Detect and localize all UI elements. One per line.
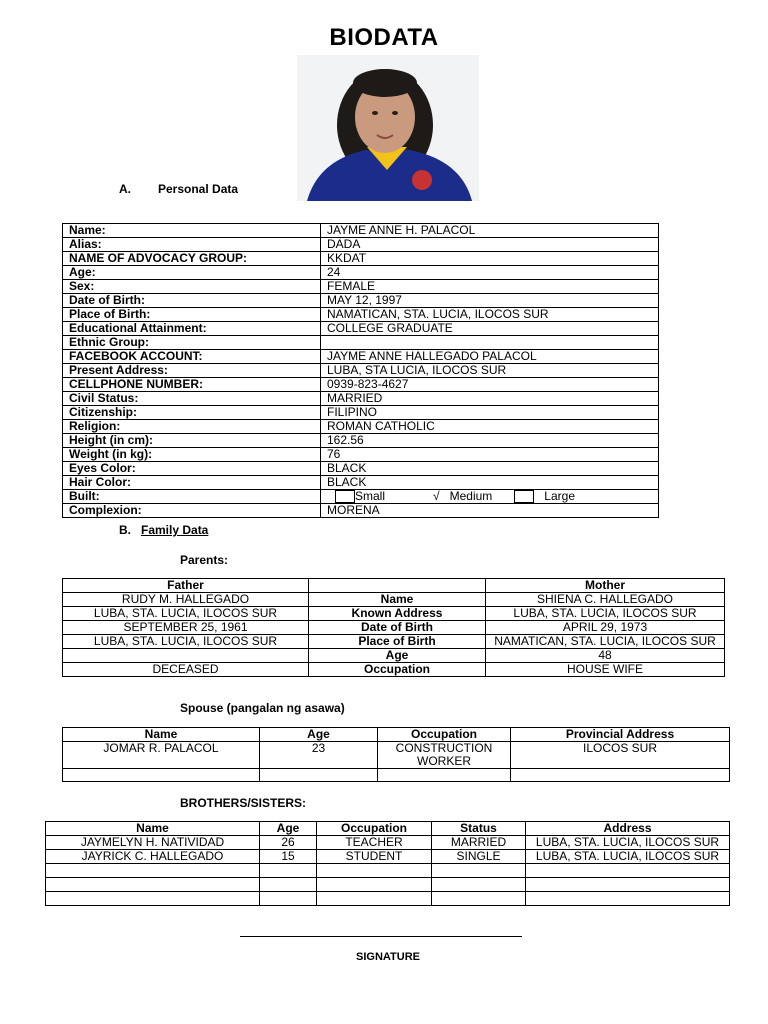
small-checkbox[interactable] [335,490,355,503]
section-a-title: Personal Data [158,182,239,196]
spouse-heading: Spouse (pangalan ng asawa) [180,701,345,715]
father-value: SEPTEMBER 25, 1961 [63,621,309,635]
parents-field-label: Known Address [309,607,486,621]
table-cell: JOMAR R. PALACOL [63,742,260,769]
signature-label: SIGNATURE [356,951,420,963]
table-cell: ILOCOS SUR [511,742,730,769]
personal-row [63,378,659,392]
field-label: Citizenship: [63,406,321,420]
siblings-row [46,878,730,892]
personal-row [63,392,659,406]
column-header: Occupation [378,728,511,742]
table-cell [511,769,730,782]
personal-row [63,322,659,336]
table-cell: LUBA, STA. LUCIA, ILOCOS SUR [526,836,730,850]
field-value: NAMATICAN, STA. LUCIA, ILOCOS SUR [321,308,659,322]
spouse-table [62,727,730,782]
personal-row [63,350,659,364]
table-cell: JAYRICK C. HALLEGADO [46,850,260,864]
field-label: NAME OF ADVOCACY GROUP: [63,252,321,266]
table-cell [260,864,317,878]
table-cell [526,892,730,906]
personal-row-built [63,490,659,504]
parents-row [63,593,725,607]
table-cell [46,864,260,878]
personal-row [63,294,659,308]
column-header: Name [63,728,260,742]
siblings-header-row [46,822,730,836]
field-value: LUBA, STA LUCIA, ILOCOS SUR [321,364,659,378]
portrait-image [297,55,479,201]
personal-row [63,280,659,294]
field-label: Complexion: [63,504,321,518]
field-label: Alias: [63,238,321,252]
personal-data-table [62,223,659,518]
table-cell [378,769,511,782]
field-value: 76 [321,448,659,462]
table-cell: 15 [260,850,317,864]
field-value: MARRIED [321,392,659,406]
personal-row [63,462,659,476]
built-options [321,490,659,504]
table-cell [432,878,526,892]
field-value: BLACK [321,462,659,476]
spouse-row [63,742,730,769]
field-value: FEMALE [321,280,659,294]
parents-field-label: Date of Birth [309,621,486,635]
siblings-heading: BROTHERS/SISTERS: [180,796,307,810]
siblings-row [46,864,730,878]
field-value: COLLEGE GRADUATE [321,322,659,336]
field-value: 24 [321,266,659,280]
table-cell: STUDENT [317,850,432,864]
personal-row [63,224,659,238]
page-title: BIODATA [329,24,439,51]
table-cell [526,878,730,892]
field-label: Date of Birth: [63,294,321,308]
mother-value: 48 [486,649,725,663]
field-label: Religion: [63,420,321,434]
field-value: MORENA [321,504,659,518]
field-label: CELLPHONE NUMBER: [63,378,321,392]
father-value [63,649,309,663]
table-cell [317,864,432,878]
id-photo [297,55,479,201]
table-cell: CONSTRUCTION WORKER [378,742,511,769]
field-label: Hair Color: [63,476,321,490]
table-cell [432,892,526,906]
table-cell: MARRIED [432,836,526,850]
table-cell [432,864,526,878]
column-header: Occupation [317,822,432,836]
father-header: Father [63,579,309,593]
field-label: Eyes Color: [63,462,321,476]
personal-row [63,266,659,280]
parents-row [63,663,725,677]
father-value: LUBA, STA. LUCIA, ILOCOS SUR [63,635,309,649]
field-value: 0939-823-4627 [321,378,659,392]
field-value: BLACK [321,476,659,490]
table-cell [260,769,378,782]
field-label: Name: [63,224,321,238]
small-option-label: Small [355,489,386,503]
field-label: Civil Status: [63,392,321,406]
mother-value: HOUSE WIFE [486,663,725,677]
siblings-row [46,836,730,850]
father-value: DECEASED [63,663,309,677]
field-value: 162.56 [321,434,659,448]
column-header: Address [526,822,730,836]
siblings-table [45,821,730,906]
table-cell [46,878,260,892]
field-value: KKDAT [321,252,659,266]
large-checkbox[interactable] [514,490,534,503]
parents-field-label: Age [309,649,486,663]
spouse-header-row [63,728,730,742]
field-value: JAYME ANNE H. PALACOL [321,224,659,238]
signature-line [240,936,522,937]
father-value: RUDY M. HALLEGADO [63,593,309,607]
parents-header-row [63,579,725,593]
personal-row-complexion [63,504,659,518]
personal-row [63,364,659,378]
table-cell [260,892,317,906]
field-label: Weight (in kg): [63,448,321,462]
parents-row [63,649,725,663]
blank-header [309,579,486,593]
siblings-row [46,892,730,906]
field-label: Age: [63,266,321,280]
personal-row [63,476,659,490]
parents-heading: Parents: [180,553,229,567]
field-label: Educational Attainment: [63,322,321,336]
parents-row [63,635,725,649]
field-value: FILIPINO [321,406,659,420]
table-cell: SINGLE [432,850,526,864]
column-header: Status [432,822,526,836]
table-cell: 26 [260,836,317,850]
mother-header: Mother [486,579,725,593]
personal-row [63,420,659,434]
parents-field-label: Name [309,593,486,607]
siblings-row [46,850,730,864]
parents-field-label: Place of Birth [309,635,486,649]
table-cell: TEACHER [317,836,432,850]
field-label: Present Address: [63,364,321,378]
section-a-letter: A. [119,182,131,196]
field-label: Ethnic Group: [63,336,321,350]
parents-row [63,607,725,621]
column-header: Age [260,728,378,742]
parents-field-label: Occupation [309,663,486,677]
mother-value: SHIENA C. HALLEGADO [486,593,725,607]
table-cell: JAYMELYN H. NATIVIDAD [46,836,260,850]
field-label: Built: [63,490,321,504]
field-value: DADA [321,238,659,252]
personal-row [63,448,659,462]
field-value: ROMAN CATHOLIC [321,420,659,434]
column-header: Provincial Address [511,728,730,742]
field-label: Height (in cm): [63,434,321,448]
parents-row [63,621,725,635]
medium-checkmark: √ [433,489,440,503]
field-label: Sex: [63,280,321,294]
column-header: Age [260,822,317,836]
table-cell [63,769,260,782]
section-b-title: Family Data [141,523,209,537]
father-value: LUBA, STA. LUCIA, ILOCOS SUR [63,607,309,621]
mother-value: APRIL 29, 1973 [486,621,725,635]
field-label: FACEBOOK ACCOUNT: [63,350,321,364]
mother-value: LUBA, STA. LUCIA, ILOCOS SUR [486,607,725,621]
spouse-row [63,769,730,782]
column-header: Name [46,822,260,836]
field-label: Place of Birth: [63,308,321,322]
field-value [321,336,659,350]
personal-row [63,238,659,252]
table-cell: LUBA, STA. LUCIA, ILOCOS SUR [526,850,730,864]
table-cell [526,864,730,878]
field-value: MAY 12, 1997 [321,294,659,308]
personal-row [63,252,659,266]
table-cell [317,878,432,892]
table-cell: 23 [260,742,378,769]
personal-row [63,336,659,350]
personal-row [63,406,659,420]
section-b-letter: B. [119,523,131,537]
field-value: JAYME ANNE HALLEGADO PALACOL [321,350,659,364]
table-cell [260,878,317,892]
personal-row [63,434,659,448]
personal-row [63,308,659,322]
medium-option-label: Medium [449,489,493,503]
parents-table [62,578,725,677]
mother-value: NAMATICAN, STA. LUCIA, ILOCOS SUR [486,635,725,649]
large-option-label: Large [544,489,575,503]
table-cell [46,892,260,906]
table-cell [317,892,432,906]
